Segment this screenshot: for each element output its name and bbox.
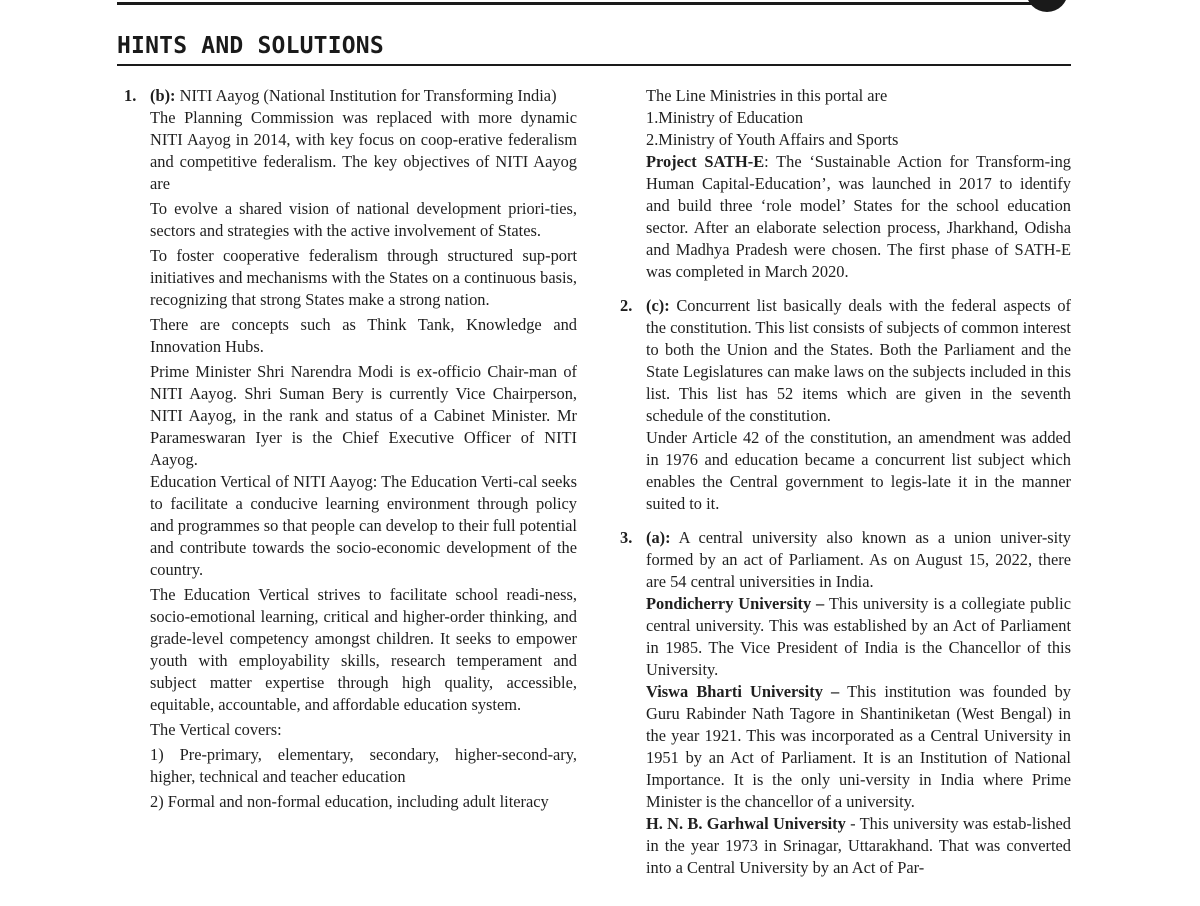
paragraph: There are concepts such as Think Tank, Knowledge and Innovation Hubs. <box>150 315 577 356</box>
solution-intro <box>646 295 1071 427</box>
solution-intro <box>150 85 577 107</box>
list-item: 2.Ministry of Youth Affairs and Sports <box>646 130 899 149</box>
section-heading: HINTS AND SOLUTIONS <box>117 33 384 59</box>
paragraph <box>646 681 1071 813</box>
paragraph <box>646 813 1071 879</box>
solution-3 <box>620 527 1071 879</box>
paragraph: Education Vertical of NITI Aayog: The Education Verti-cal seeks to facilitate a conducive learning environment through policy and programmes so that people can develop to their full potential and contribute towards the socio-economic development of the country. <box>150 472 577 579</box>
paragraph: The Planning Commission was replaced with more dynamic NITI Aayog in 2014, with key focus on coop-erative federalism and competitive federalism. The key objectives of NITI Aayog are <box>150 108 577 193</box>
solution-1-continued <box>646 85 1071 283</box>
paragraph: To foster cooperative federalism through structured sup-port initiatives and mechanisms with the States on a continuous basis, recognizing that strong States make a strong nation. <box>150 246 578 309</box>
answer-option: (c): <box>646 296 670 315</box>
paragraph: 2) Formal and non-formal education, including adult literacy <box>150 792 549 811</box>
sath-label: Project SATH-E <box>646 152 765 171</box>
solution-number: 1. <box>124 86 137 105</box>
pondicherry-label: Pondicherry University – <box>646 594 825 613</box>
garhwal-text: - This university was estab-lished in the year 1973 in Srinagar, Uttarakhand. That was converted into a Central University by an Act of Par- <box>646 814 1071 877</box>
answer-option: (a): <box>646 528 671 547</box>
solution-intro <box>646 527 1071 593</box>
heading-rule <box>117 64 1071 66</box>
paragraph: Under Article 42 of the constitution, an amendment was added in 1976 and education became a concurrent list subject which enables the Central government to legis-late it in the manner suited to it. <box>646 428 1071 513</box>
solution-1 <box>124 85 577 813</box>
paragraph: The Education Vertical strives to facilitate school readi-ness, socio-emotional learning, critical and higher-order thinking, and grade-level competency amongst children. It seeks to empower youth with employability skills, research temperament and subject matter expertise through high quality, accessible, equitable, accountable, and affordable education system. <box>150 585 577 714</box>
pondicherry-text: This university is a collegiate public central university. This was established by an Act of Parliament in 1985. The Vice President of India is the Chancellor of this University. <box>646 594 1071 679</box>
garhwal-label: H. N. B. Garhwal University <box>646 814 846 833</box>
paragraph: Prime Minister Shri Narendra Modi is ex-officio Chair-man of NITI Aayog. Shri Suman Bery is currently Vice Chairperson, NITI Aayog, in the rank and status of a Cabinet Minister. Mr Parameswaran Iyer is the Chief Executive Officer of NITI Aayog. <box>150 362 577 469</box>
answer-option: (b): <box>150 86 176 105</box>
paragraph: The Vertical covers: <box>150 720 282 739</box>
right-column <box>620 85 1071 879</box>
paragraph <box>646 151 1071 283</box>
left-column <box>124 85 577 813</box>
page-number-circle <box>1026 0 1068 12</box>
intro-text: A central university also known as a union univer-sity formed by an act of Parliament. As on August 15, 2022, there are 54 central universities in India. <box>646 528 1071 591</box>
solution-number: 2. <box>620 296 633 315</box>
paragraph <box>646 593 1071 681</box>
paragraph: To evolve a shared vision of national development priori-ties, sectors and strategies with the active involvement of States. <box>150 199 577 240</box>
intro-text: NITI Aayog (National Institution for Transforming India) <box>179 86 557 105</box>
top-rule <box>117 2 1035 5</box>
sath-text: : The ‘Sustainable Action for Transform-ing Human Capital-Education’, was launched in 2017 to identify and build three ‘role model’ States for the school education sector. After an elaborate selection process, Jharkhand, Odisha and Madhya Pradesh were chosen. The first phase of SATH-E was completed in March 2020. <box>646 152 1071 281</box>
paragraph: 1) Pre-primary, elementary, secondary, higher-second-ary, higher, technical and teacher education <box>150 745 577 786</box>
solution-2 <box>620 295 1071 515</box>
intro-text: Concurrent list basically deals with the federal aspects of the constitution. This list consists of subjects of common interest to both the Union and the States. Both the Parliament and the State Legislatures can make laws on the subjects included in this list. This list has 52 items which are given in the seventh schedule of the constitution. <box>646 296 1071 425</box>
paragraph: The Line Ministries in this portal are <box>646 86 888 105</box>
list-item: 1.Ministry of Education <box>646 108 804 127</box>
viswa-label: Viswa Bharti University – <box>646 682 840 701</box>
solution-number: 3. <box>620 528 633 547</box>
viswa-text: This institution was founded by Guru Rabinder Nath Tagore in Shantiniketan (West Bengal) in the year 1921. This was incorporated as a Central University in 1951 by an Act of Parliament. It is an Institution of National Importance. It is the only uni-versity in India where Prime Minister is the chancellor of a university. <box>646 682 1071 811</box>
